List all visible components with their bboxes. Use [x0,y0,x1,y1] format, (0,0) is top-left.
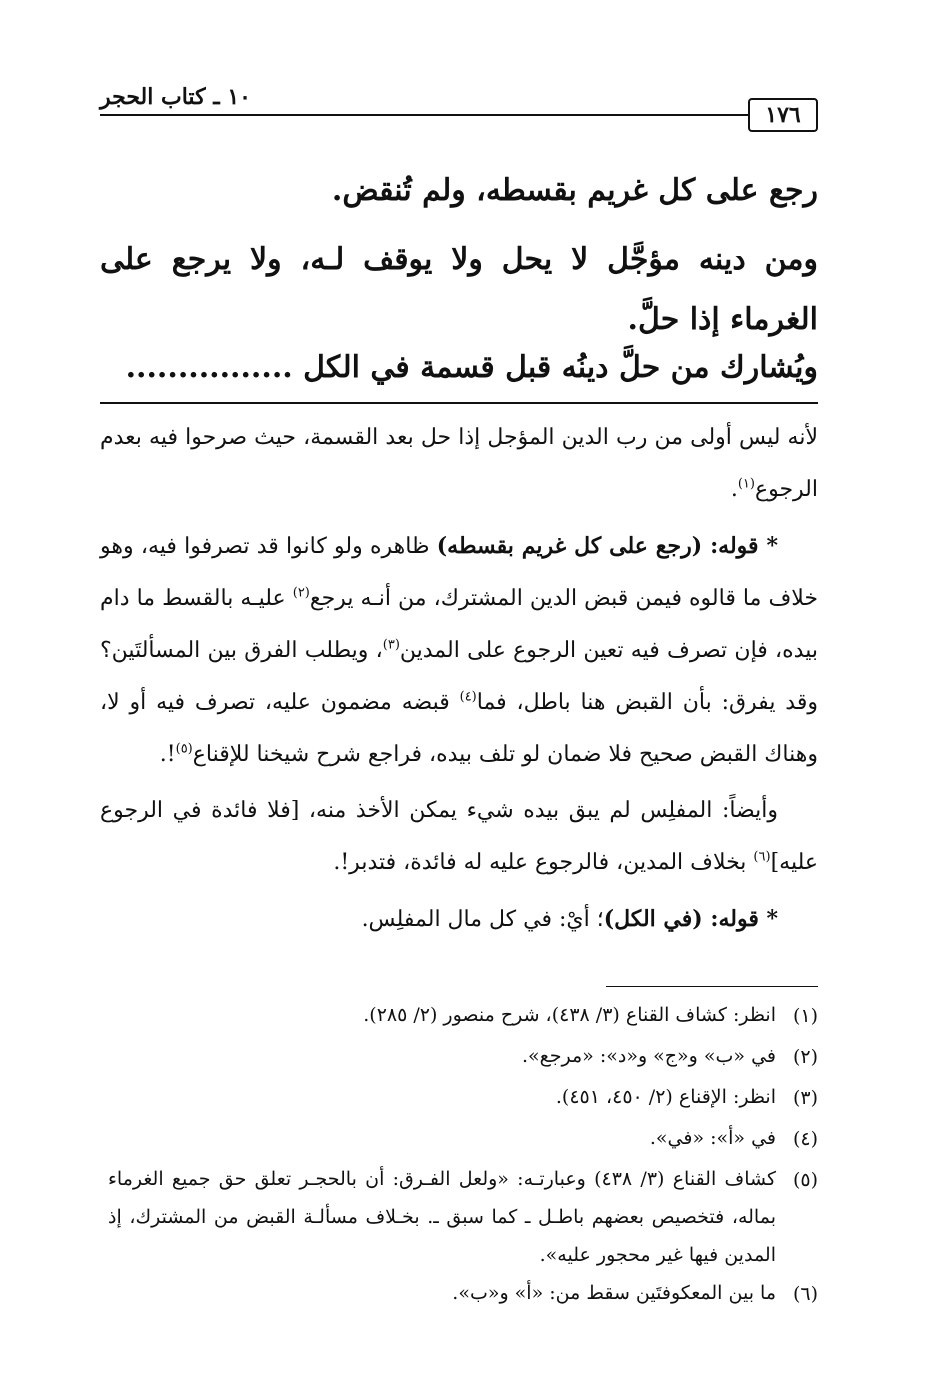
commentary-text: بخلاف المدين، فالرجوع عليه له فائدة، فتدبر!. [333,850,754,875]
matn-separator-rule [100,402,818,404]
commentary-text: عليـه بالقسط ما دام بيده، فإن تصرف فيه تعين الرجوع على المدين [100,586,818,663]
commentary-text: !. [159,742,176,767]
footnote-3 [108,1078,818,1119]
header-rule [100,114,818,116]
commentary-text: وأيضاً: المفلِس لم يبق بيده شيء يمكن الأخذ منه، [فلا فائدة في الرجوع عليه] [100,798,818,875]
footnote-ref: (٦) [753,849,771,865]
footnote-text: ما بين المعكوفتَين سقط من: «أ» و«ب». [452,1282,776,1304]
footnote-number: (٢) [792,1046,818,1068]
matn-line-3-dots: ................ [125,350,293,385]
matn-line-2: ومن دينه مؤجَّل لا يحل ولا يوقف لـه، ولا يرجع على الغرماء إذا حلَّ. [100,242,818,337]
commentary-paragraph-3 [100,785,818,889]
footnote-ref: (٢) [292,585,310,601]
footnote-number: (١) [792,1005,818,1027]
commentary [100,412,818,950]
footnote-number: (٣) [792,1087,818,1109]
commentary-paragraph-4 [100,893,818,946]
qawluhu-heading: * قوله: (في الكل) [603,906,778,932]
footnote-text: انظر: الإقناع (٢/ ٤٥٠، ٤٥١). [555,1086,776,1108]
footnote-text: كشاف القناع (٣/ ٤٣٨) وعبارتـه: «ولعل الفـرق: أن بالحجـر تعلق حق جميع الغرماء بماله، فتخصيص بعضهم باطـل ـ كما سبق ـ. بخـلاف مسألـة القبض من المشترك، إذ المدين فيها غير محجور عليه». [108,1168,776,1266]
commentary-text: قبضه مضمون عليه، تصرف فيه أو لا، وهناك القبض صحيح فلا ضمان لو تلف بيده، فراجع شرح شيخنا للإقناع [100,690,818,767]
commentary-paragraph-1 [100,412,818,516]
footnote-ref: (٥) [175,741,193,757]
footnote-text: في «ب» و«ج» و«د»: «مرجع». [522,1045,776,1067]
footnote-text: انظر: كشاف القناع (٣/ ٤٣٨)، شرح منصور (٢/ ٢٨٥). [363,1004,776,1026]
commentary-text: ؛ أيْ: في كل مال المفلِس. [361,907,604,932]
footnote-6 [108,1274,818,1315]
footnote-number: (٥) [792,1169,818,1191]
footnote-ref: (٤) [459,689,477,705]
commentary-text: . [730,477,738,502]
footnote-separator [606,986,818,987]
footnote-text: في «أ»: «في». [649,1127,776,1149]
commentary-paragraph-2 [100,520,818,781]
footnote-ref: (٣) [382,637,400,653]
footnote-5 [108,1160,818,1274]
page-number: ١٧٦ [748,98,818,132]
footnotes [108,996,818,1315]
footnote-number: (٤) [792,1128,818,1150]
commentary-text: ، ويطلب الفرق بين المسألتَين؟ وقد يفرق: بأن القبض هنا باطل، فما [100,638,818,715]
page-header [100,84,818,132]
footnote-2 [108,1037,818,1078]
footnote-1 [108,996,818,1037]
matn-line-3 [100,348,818,388]
matn-line-3-text: ويُشارك من حلَّ دينُه قبل قسمة في الكل [303,350,818,385]
commentary-text: لأنه ليس أولى من رب الدين المؤجل إذا حل بعد القسمة، حيث صرحوا فيه بعدم الرجوع [100,425,818,502]
commentary-text: ظاهره ولو كانوا قد تصرفوا فيه، وهو خلاف ما قالوه فيمن قبض الدين المشترك، من أنـه يرجع [100,534,818,611]
chapter-title: ١٠ ـ كتاب الحجر [100,84,259,110]
qawluhu-heading: * قوله: (رجع على كل غريم بقسطه) [436,533,778,559]
footnote-4 [108,1119,818,1160]
footnote-number: (٦) [792,1283,818,1305]
matn-line-1: رجع على كل غريم بقسطه، ولم تُنقض. [331,173,818,208]
footnote-ref: (١) [737,476,755,492]
